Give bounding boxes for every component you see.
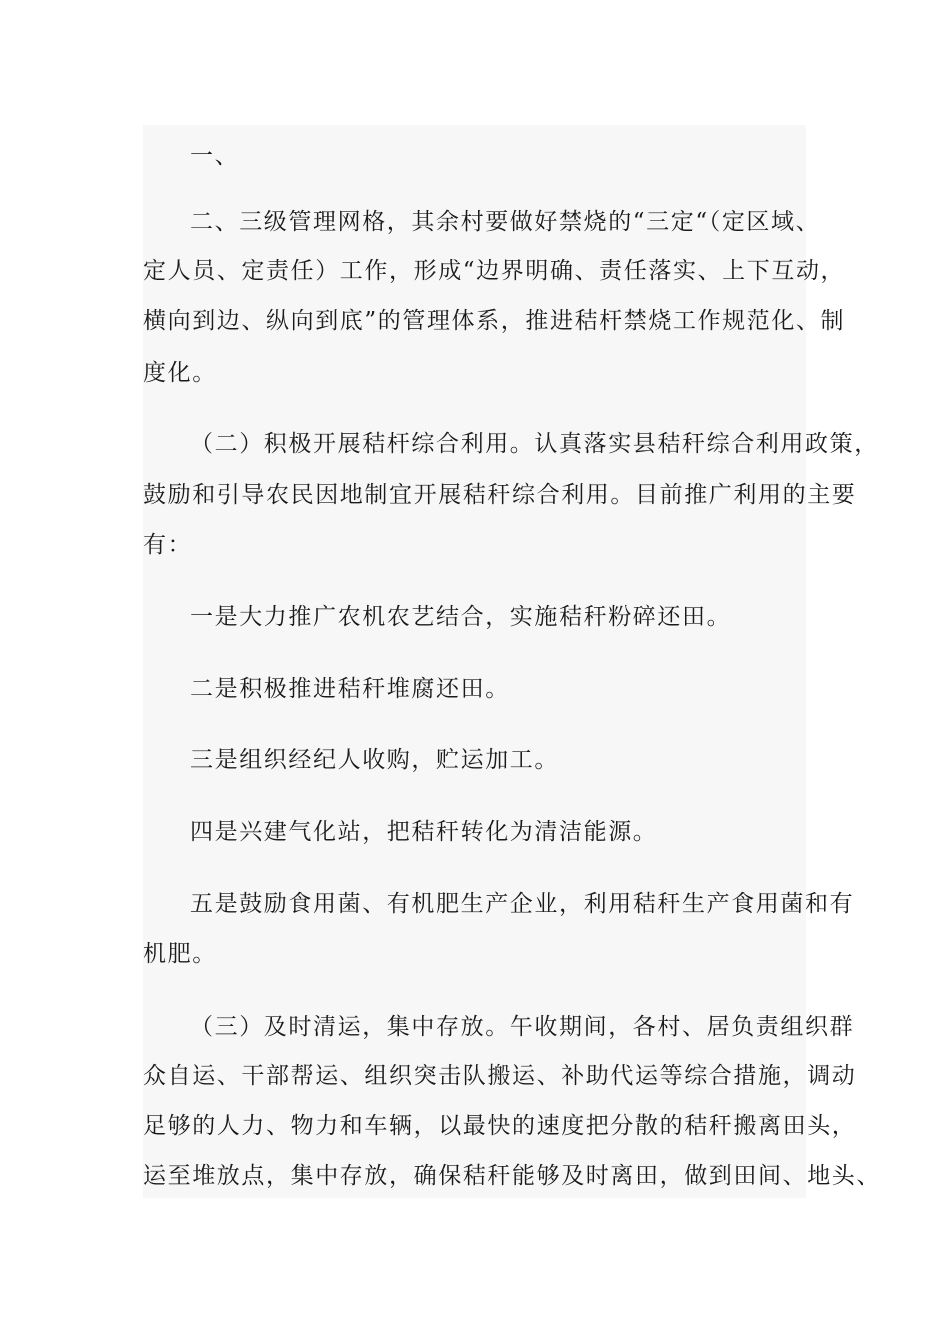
text-line: 机肥。 [143, 941, 217, 967]
text-line: 二、三级管理网格，其余村要做好禁烧的“三定“（定区域、 [190, 209, 821, 235]
text-line: 众自运、干部帮运、组织突击队搬运、补助代运等综合措施，调动 [143, 1063, 857, 1089]
document-body [143, 125, 881, 1198]
text-line: 鼓励和引导农民因地制宜开展秸秆综合利用。目前推广利用的主要 [143, 482, 857, 508]
text-line: 运至堆放点，集中存放，确保秸秆能够及时离田，做到田间、地头、 [143, 1163, 881, 1189]
text-line: 五是鼓励食用菌、有机肥生产企业，利用秸秆生产食用菌和有 [190, 891, 855, 917]
text-line: 有： [143, 532, 193, 558]
text-line: 三是组织经纪人收购，贮运加工。 [190, 747, 559, 773]
text-line: 足够的人力、物力和车辆，以最快的速度把分散的秸秆搬离田头， [143, 1113, 857, 1139]
text-line: （三）及时清运，集中存放。午收期间，各村、居负责组织群 [190, 1014, 855, 1040]
text-line: 横向到边、纵向到底”的管理体系，推进秸杆禁烧工作规范化、制 [143, 308, 846, 334]
text-line: 二是积极推进秸秆堆腐还田。 [190, 676, 510, 702]
text-line: 定人员、定责任）工作，形成“边界明确、责任落实、上下互动， [143, 258, 846, 284]
text-line: （二）积极开展秸杆综合利用。认真落实县秸秆综合利用政策， [190, 431, 879, 457]
text-line: 一是大力推广农机农艺结合，实施秸秆粉碎还田。 [190, 604, 732, 630]
text-line: 四是兴建气化站，把秸秆转化为清洁能源。 [190, 819, 658, 845]
text-line: 一、 [190, 143, 240, 169]
text-line: 度化。 [143, 360, 217, 386]
